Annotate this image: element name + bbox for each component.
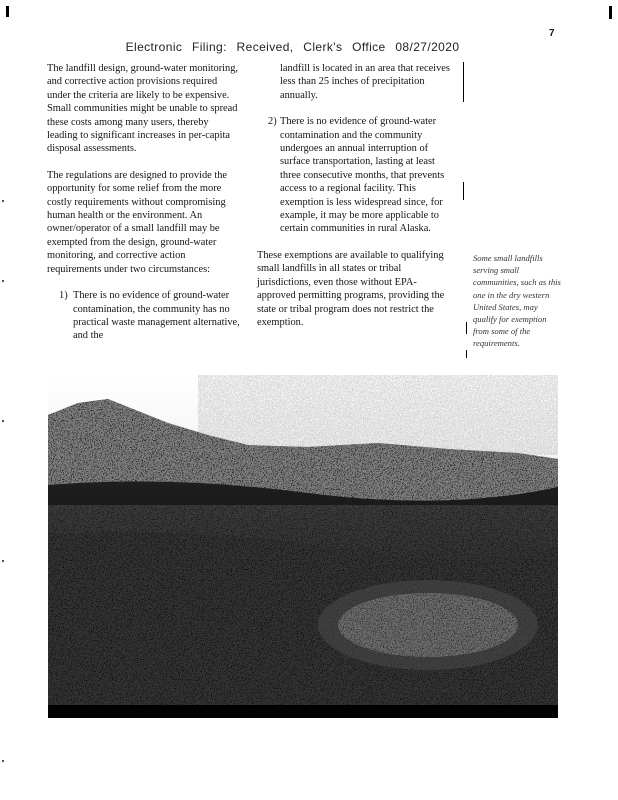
scan-mark-right (609, 6, 612, 19)
change-bar (463, 62, 464, 102)
left-column (47, 62, 241, 343)
landfill-photo (48, 375, 558, 718)
change-bar (463, 182, 464, 200)
paragraph-exemptions: These exemptions are available to qualifying small landfills in all states or tribal jurisdictions, even those without EPA-approved permitting programs, providing the state or tribal program does not restrict the exemption. (257, 249, 445, 328)
scan-dot (2, 200, 4, 202)
exemption-item-1 (47, 289, 241, 343)
scan-dot (2, 560, 4, 562)
change-bar (466, 350, 467, 358)
landscape-photo-icon (48, 375, 558, 718)
filing-stamp: Electronic Filing: Received, Clerk's Office 08/27/2020 (125, 40, 460, 54)
scan-dot (2, 280, 4, 282)
item-text: There is no evidence of ground-water contamination, the community has no practical waste management alternative, and the (73, 290, 240, 342)
paragraph-costs: The landfill design, ground-water monitoring, and corrective action provisions required under the criteria are likely to be expensive. Small communities might be unable to spread these costs among many users, thereby leading to significant increases in per-capita disposal assessments. (47, 63, 239, 155)
item-text: There is no evidence of ground-water contamination and the community undergoes an annual interruption of surface transportation, lasting at least three consecutive months, that prevents access to a regional facility. This exemption is less widespread since, for example, it may be more applicable to certain communities in rural Alaska. (280, 116, 445, 235)
item-number: 1) (59, 290, 68, 302)
exemption-item-2 (257, 115, 450, 236)
page-number: 7 (549, 28, 555, 39)
paragraph-regulations: The regulations are designed to provide the opportunity for some relief from the more costly requirements without compromising human health or the environment. An owner/operator of a small landfill may be exempted from the design, ground-water monitoring, and corrective action requirements under two circumstances: (47, 169, 228, 275)
right-column (257, 62, 450, 342)
scan-dot (2, 420, 4, 422)
paragraph-continued: landfill is located in an area that receives less than 25 inches of precipitation annually. (280, 63, 450, 101)
change-bar (466, 322, 467, 334)
photo-caption-sidenote: Some small landfills serving small communities, such as this one in the dry western United States, may qualify for exemption from some of the requirements. (473, 253, 561, 349)
scan-dot (2, 760, 4, 762)
item-number: 2) (268, 116, 277, 128)
scan-mark-left (6, 6, 9, 17)
